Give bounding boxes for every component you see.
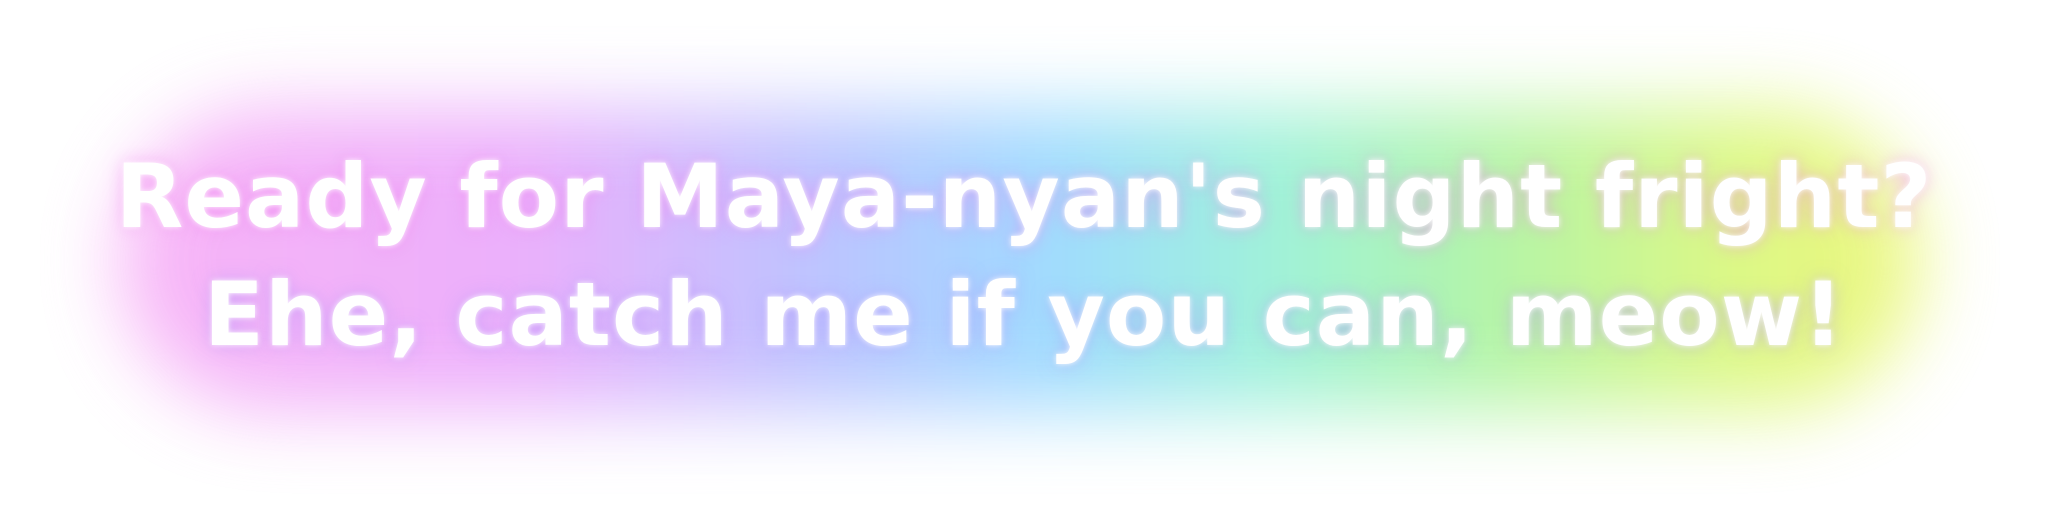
caption-text-block: [0, 138, 2048, 374]
caption-line-1: Ready for Maya-nyan's night fright?: [115, 145, 1933, 248]
caption-line-2: Ehe, catch me if you can, meow!: [203, 263, 1845, 366]
